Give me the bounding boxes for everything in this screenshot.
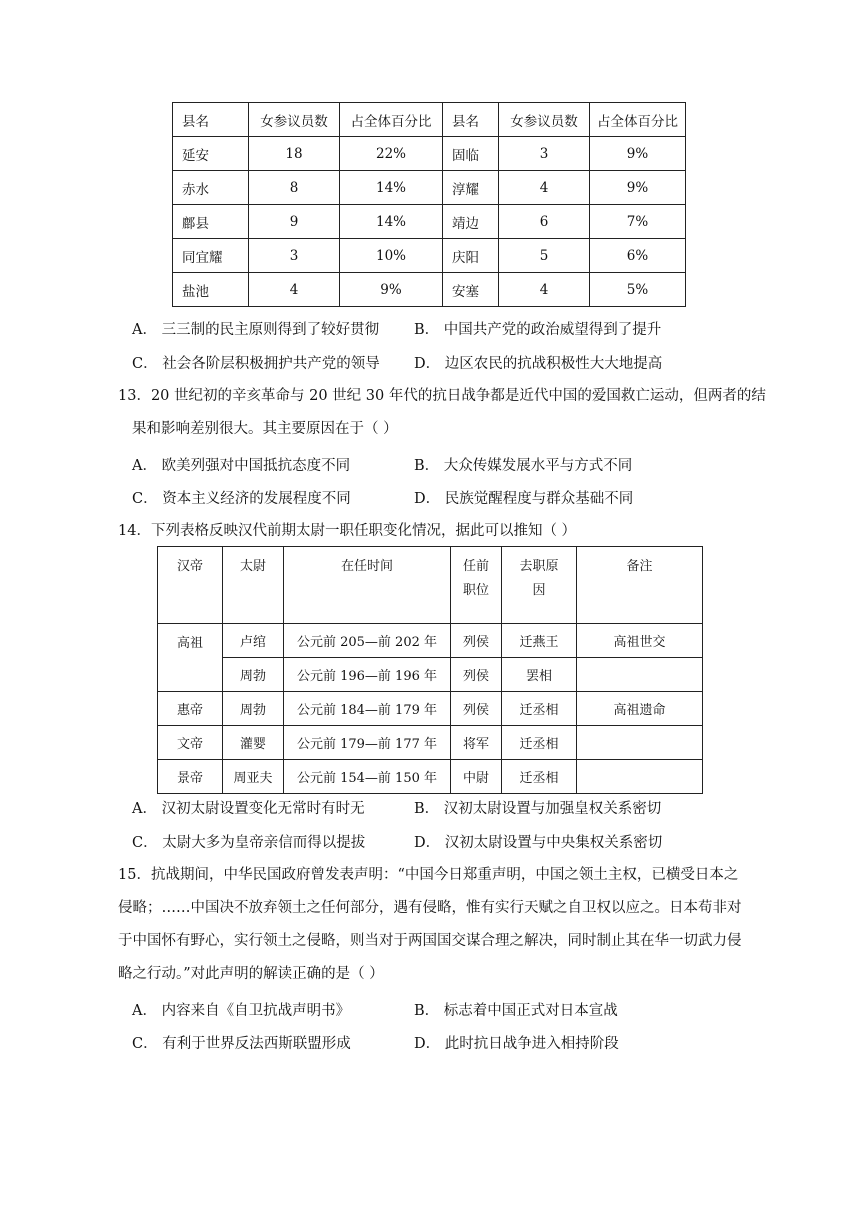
q15-option-c: C． 有利于世界反法西斯联盟形成 bbox=[132, 1036, 351, 1052]
q15-stem-line4: 略之行动。”对此声明的解读正确的是（ ） bbox=[118, 966, 384, 982]
taiwei-cell: 周勃 bbox=[223, 658, 284, 692]
q13-option-d: D． 民族觉醒程度与群众基础不同 bbox=[414, 491, 634, 507]
percent-cell: 10% bbox=[340, 239, 443, 273]
q14-option-d: D． 汉初太尉设置与中央集权关系密切 bbox=[414, 835, 663, 851]
count-cell: 3 bbox=[249, 239, 340, 273]
note-cell bbox=[577, 726, 703, 760]
taiwei-cell: 周勃 bbox=[223, 692, 284, 726]
table-row bbox=[158, 624, 703, 658]
header-cell: 备注 bbox=[577, 547, 703, 624]
emperor-cell: 文帝 bbox=[158, 726, 223, 760]
table-row bbox=[158, 692, 703, 726]
header-cell bbox=[502, 547, 577, 624]
q12-option-a: A． 三三制的民主原则得到了较好贯彻 bbox=[132, 322, 380, 338]
q12-option-b: B． 中国共产党的政治威望得到了提升 bbox=[414, 322, 662, 338]
note-cell bbox=[577, 760, 703, 794]
q13-option-a: A． 欧美列强对中国抵抗态度不同 bbox=[132, 458, 351, 474]
table-row bbox=[173, 171, 686, 205]
county-cell: 延安 bbox=[173, 137, 249, 171]
county-cell: 固临 bbox=[443, 137, 499, 171]
percent-cell: 22% bbox=[340, 137, 443, 171]
percent-cell: 9% bbox=[590, 171, 686, 205]
county-cell: 鄜县 bbox=[173, 205, 249, 239]
q13-stem-line2: 果和影响差别很大。其主要原因在于（ ） bbox=[132, 421, 398, 437]
header-cell: 女参议员数 bbox=[249, 103, 340, 137]
term-cell: 公元前 154—前 150 年 bbox=[284, 760, 451, 794]
emperor-cell: 高祖 bbox=[158, 624, 223, 692]
percent-cell: 9% bbox=[590, 137, 686, 171]
table-row bbox=[158, 760, 703, 794]
county-cell: 淳耀 bbox=[443, 171, 499, 205]
header-cell: 汉帝 bbox=[158, 547, 223, 624]
header-cell: 占全体百分比 bbox=[340, 103, 443, 137]
header-cell: 在任时间 bbox=[284, 547, 451, 624]
percent-cell: 14% bbox=[340, 205, 443, 239]
q12-option-c: C． 社会各阶层积极拥护共产党的领导 bbox=[132, 356, 380, 372]
county-cell: 盐池 bbox=[173, 273, 249, 307]
table-row bbox=[173, 205, 686, 239]
count-cell: 4 bbox=[499, 171, 590, 205]
q13-option-c: C． 资本主义经济的发展程度不同 bbox=[132, 491, 351, 507]
q15-option-a: A． 内容来自《自卫抗战声明书》 bbox=[132, 1003, 351, 1019]
q15-option-d: D． 此时抗日战争进入相持阶段 bbox=[414, 1036, 619, 1052]
count-cell: 6 bbox=[499, 205, 590, 239]
reason-cell: 罢相 bbox=[502, 658, 577, 692]
emperor-cell: 惠帝 bbox=[158, 692, 223, 726]
header-line: 去职原 bbox=[519, 559, 559, 574]
prev-post-cell: 列侯 bbox=[451, 692, 502, 726]
q14-option-c: C． 太尉大多为皇帝亲信而得以提拔 bbox=[132, 835, 366, 851]
emperor-cell: 景帝 bbox=[158, 760, 223, 794]
count-cell: 5 bbox=[499, 239, 590, 273]
header-cell: 太尉 bbox=[223, 547, 284, 624]
taiwei-table bbox=[157, 546, 703, 794]
note-cell bbox=[577, 658, 703, 692]
q13-option-b: B． 大众传媒发展水平与方式不同 bbox=[414, 458, 633, 474]
q15-option-b: B． 标志着中国正式对日本宣战 bbox=[414, 1003, 618, 1019]
percent-cell: 6% bbox=[590, 239, 686, 273]
reason-cell: 迁丞相 bbox=[502, 692, 577, 726]
table-header-row bbox=[173, 103, 686, 137]
percent-cell: 14% bbox=[340, 171, 443, 205]
county-cell: 安塞 bbox=[443, 273, 499, 307]
table-row bbox=[158, 726, 703, 760]
table-row bbox=[173, 137, 686, 171]
percent-cell: 5% bbox=[590, 273, 686, 307]
header-cell: 县名 bbox=[443, 103, 499, 137]
prev-post-cell: 列侯 bbox=[451, 658, 502, 692]
percent-cell: 9% bbox=[340, 273, 443, 307]
q15-stem-line1: 15．抗战期间，中华民国政府曾发表声明：“中国今日郑重声明，中国之领土主权，已横受日本之 bbox=[118, 867, 739, 883]
female-councilor-table bbox=[172, 102, 686, 307]
term-cell: 公元前 205—前 202 年 bbox=[284, 624, 451, 658]
q14-option-a: A． 汉初太尉设置变化无常时有时无 bbox=[132, 801, 365, 817]
reason-cell: 迁丞相 bbox=[502, 726, 577, 760]
reason-cell: 迁丞相 bbox=[502, 760, 577, 794]
table-row bbox=[173, 273, 686, 307]
percent-cell: 7% bbox=[590, 205, 686, 239]
header-cell bbox=[451, 547, 502, 624]
taiwei-cell: 灌婴 bbox=[223, 726, 284, 760]
q15-stem-line3: 于中国怀有野心，实行领土之侵略，则当对于两国国交谋合理之解决，同时制止其在华一切武力侵 bbox=[118, 933, 742, 949]
count-cell: 8 bbox=[249, 171, 340, 205]
header-cell: 占全体百分比 bbox=[590, 103, 686, 137]
reason-cell: 迁燕王 bbox=[502, 624, 577, 658]
q15-stem-line2: 侵略；……中国决不放弃领土之任何部分，遇有侵略，惟有实行天赋之自卫权以应之。日本苟非对 bbox=[118, 900, 742, 916]
header-cell: 县名 bbox=[173, 103, 249, 137]
table-row bbox=[173, 239, 686, 273]
taiwei-cell: 周亚夫 bbox=[223, 760, 284, 794]
prev-post-cell: 列侯 bbox=[451, 624, 502, 658]
count-cell: 4 bbox=[499, 273, 590, 307]
table-row bbox=[158, 658, 703, 692]
prev-post-cell: 将军 bbox=[451, 726, 502, 760]
table-header-row bbox=[158, 547, 703, 624]
header-line: 任前 bbox=[462, 559, 489, 574]
term-cell: 公元前 196—前 196 年 bbox=[284, 658, 451, 692]
q14-option-b: B． 汉初太尉设置与加强皇权关系密切 bbox=[414, 801, 662, 817]
county-cell: 赤水 bbox=[173, 171, 249, 205]
header-cell: 女参议员数 bbox=[499, 103, 590, 137]
count-cell: 18 bbox=[249, 137, 340, 171]
q14-stem: 14．下列表格反映汉代前期太尉一职任职变化情况，据此可以推知（ ） bbox=[118, 523, 577, 539]
term-cell: 公元前 184—前 179 年 bbox=[284, 692, 451, 726]
county-cell: 靖边 bbox=[443, 205, 499, 239]
header-line: 职位 bbox=[462, 583, 489, 598]
note-cell: 高祖世交 bbox=[577, 624, 703, 658]
term-cell: 公元前 179—前 177 年 bbox=[284, 726, 451, 760]
county-cell: 庆阳 bbox=[443, 239, 499, 273]
q12-option-d: D． 边区农民的抗战积极性大大地提高 bbox=[414, 356, 663, 372]
count-cell: 9 bbox=[249, 205, 340, 239]
note-cell: 高祖遗命 bbox=[577, 692, 703, 726]
county-cell: 同宜耀 bbox=[173, 239, 249, 273]
header-line: 因 bbox=[532, 583, 546, 598]
q13-stem-line1: 13．20 世纪初的辛亥革命与 20 世纪 30 年代的抗日战争都是近代中国的爱国救亡运动，但两者的结 bbox=[118, 388, 766, 404]
count-cell: 4 bbox=[249, 273, 340, 307]
count-cell: 3 bbox=[499, 137, 590, 171]
prev-post-cell: 中尉 bbox=[451, 760, 502, 794]
taiwei-cell: 卢绾 bbox=[223, 624, 284, 658]
